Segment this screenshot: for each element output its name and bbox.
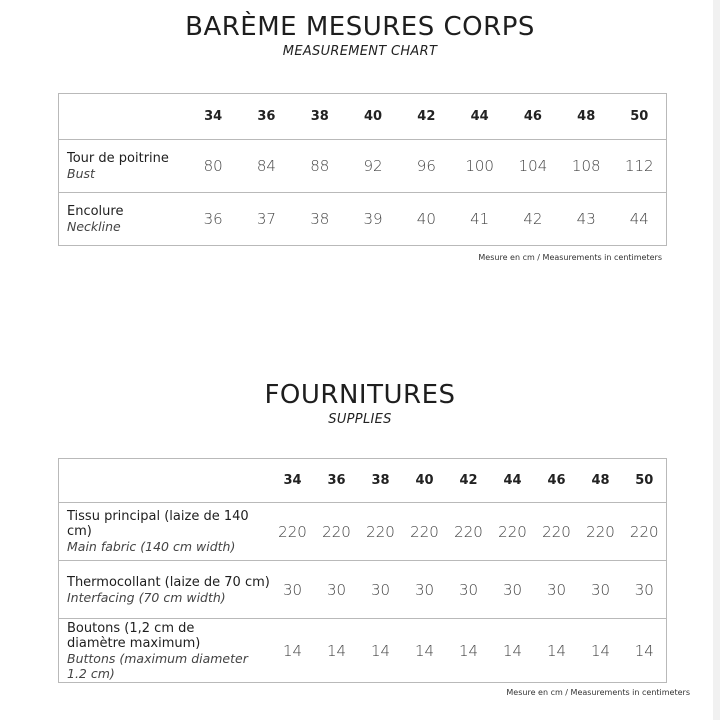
value-cell: 30 <box>579 561 623 619</box>
value-cell: 39 <box>346 193 399 246</box>
value-cell: 92 <box>346 140 399 193</box>
value-cell: 108 <box>560 140 613 193</box>
label-en: Neckline <box>67 219 121 234</box>
measurement-subtitle: MEASUREMENT CHART <box>282 44 438 59</box>
size-header: 42 <box>400 94 453 140</box>
value-cell: 14 <box>447 619 491 683</box>
value-cell: 36 <box>187 193 240 246</box>
size-header: 38 <box>293 94 346 140</box>
size-header: 46 <box>506 94 559 140</box>
size-header: 34 <box>187 94 240 140</box>
size-header: 36 <box>240 94 293 140</box>
size-header: 44 <box>491 459 535 503</box>
value-cell: 30 <box>535 561 579 619</box>
row-label <box>59 619 271 683</box>
label-fr: Tour de poitrine <box>67 151 169 166</box>
row-label <box>59 503 271 561</box>
value-cell: 40 <box>400 193 453 246</box>
value-cell: 44 <box>613 193 666 246</box>
value-cell: 220 <box>359 503 403 561</box>
value-cell: 43 <box>560 193 613 246</box>
measurement-note: Mesure en cm / Measurements in centimeters <box>478 253 662 262</box>
value-cell: 112 <box>613 140 666 193</box>
value-cell: 30 <box>359 561 403 619</box>
row-label <box>59 140 187 193</box>
measurement-title: BARÈME MESURES CORPS <box>185 12 535 42</box>
table-row <box>59 193 667 246</box>
value-cell: 14 <box>271 619 315 683</box>
label-en: Interfacing (70 cm width) <box>67 589 226 605</box>
value-cell: 220 <box>403 503 447 561</box>
value-cell: 220 <box>447 503 491 561</box>
value-cell: 30 <box>447 561 491 619</box>
table-row <box>59 503 667 561</box>
size-header: 42 <box>447 459 491 503</box>
value-cell: 30 <box>271 561 315 619</box>
label-en: Main fabric (140 cm width) <box>67 539 236 554</box>
value-cell: 30 <box>315 561 359 619</box>
label-en: Bust <box>67 166 95 181</box>
value-cell: 38 <box>293 193 346 246</box>
size-header: 44 <box>453 94 506 140</box>
value-cell: 41 <box>453 193 506 246</box>
value-cell: 220 <box>271 503 315 561</box>
table-row <box>59 140 667 193</box>
value-cell: 100 <box>453 140 506 193</box>
size-header: 50 <box>613 94 666 140</box>
label-fr: Boutons (1,2 cm de diamètre maximum) <box>67 620 201 651</box>
table-row <box>59 561 667 619</box>
size-header: 46 <box>535 459 579 503</box>
value-cell: 220 <box>623 503 667 561</box>
value-cell: 14 <box>403 619 447 683</box>
page-edge <box>713 0 720 720</box>
value-cell: 37 <box>240 193 293 246</box>
value-cell: 220 <box>535 503 579 561</box>
supplies-table <box>58 458 667 683</box>
value-cell: 30 <box>403 561 447 619</box>
supplies-subtitle: SUPPLIES <box>328 412 392 427</box>
table-header-row <box>59 94 667 140</box>
supplies-title: FOURNITURES <box>264 380 456 410</box>
row-label <box>59 561 271 619</box>
size-header: 34 <box>271 459 315 503</box>
value-cell: 96 <box>400 140 453 193</box>
value-cell: 104 <box>506 140 559 193</box>
value-cell: 14 <box>623 619 667 683</box>
header-empty <box>59 459 271 503</box>
row-label <box>59 193 187 246</box>
size-header: 40 <box>346 94 399 140</box>
label-en: Buttons (maximum diameter 1.2 cm) <box>67 650 248 681</box>
value-cell: 220 <box>579 503 623 561</box>
value-cell: 88 <box>293 140 346 193</box>
value-cell: 30 <box>491 561 535 619</box>
label-fr: Encolure <box>67 204 124 219</box>
value-cell: 14 <box>579 619 623 683</box>
table-row <box>59 619 667 683</box>
size-header: 48 <box>560 94 613 140</box>
measurement-table <box>58 93 667 246</box>
supplies-note: Mesure en cm / Measurements in centimeters <box>506 688 690 697</box>
value-cell: 14 <box>535 619 579 683</box>
value-cell: 84 <box>240 140 293 193</box>
label-fr: Tissu principal (laize de 140 cm) <box>67 509 249 539</box>
value-cell: 30 <box>623 561 667 619</box>
value-cell: 14 <box>491 619 535 683</box>
header-empty <box>59 94 187 140</box>
size-header: 40 <box>403 459 447 503</box>
size-header: 48 <box>579 459 623 503</box>
value-cell: 80 <box>187 140 240 193</box>
size-header: 38 <box>359 459 403 503</box>
value-cell: 42 <box>506 193 559 246</box>
size-header: 36 <box>315 459 359 503</box>
value-cell: 220 <box>491 503 535 561</box>
value-cell: 14 <box>315 619 359 683</box>
size-header: 50 <box>623 459 667 503</box>
label-fr: Thermocollant (laize de 70 cm) <box>67 574 270 590</box>
value-cell: 14 <box>359 619 403 683</box>
table-header-row <box>59 459 667 503</box>
value-cell: 220 <box>315 503 359 561</box>
